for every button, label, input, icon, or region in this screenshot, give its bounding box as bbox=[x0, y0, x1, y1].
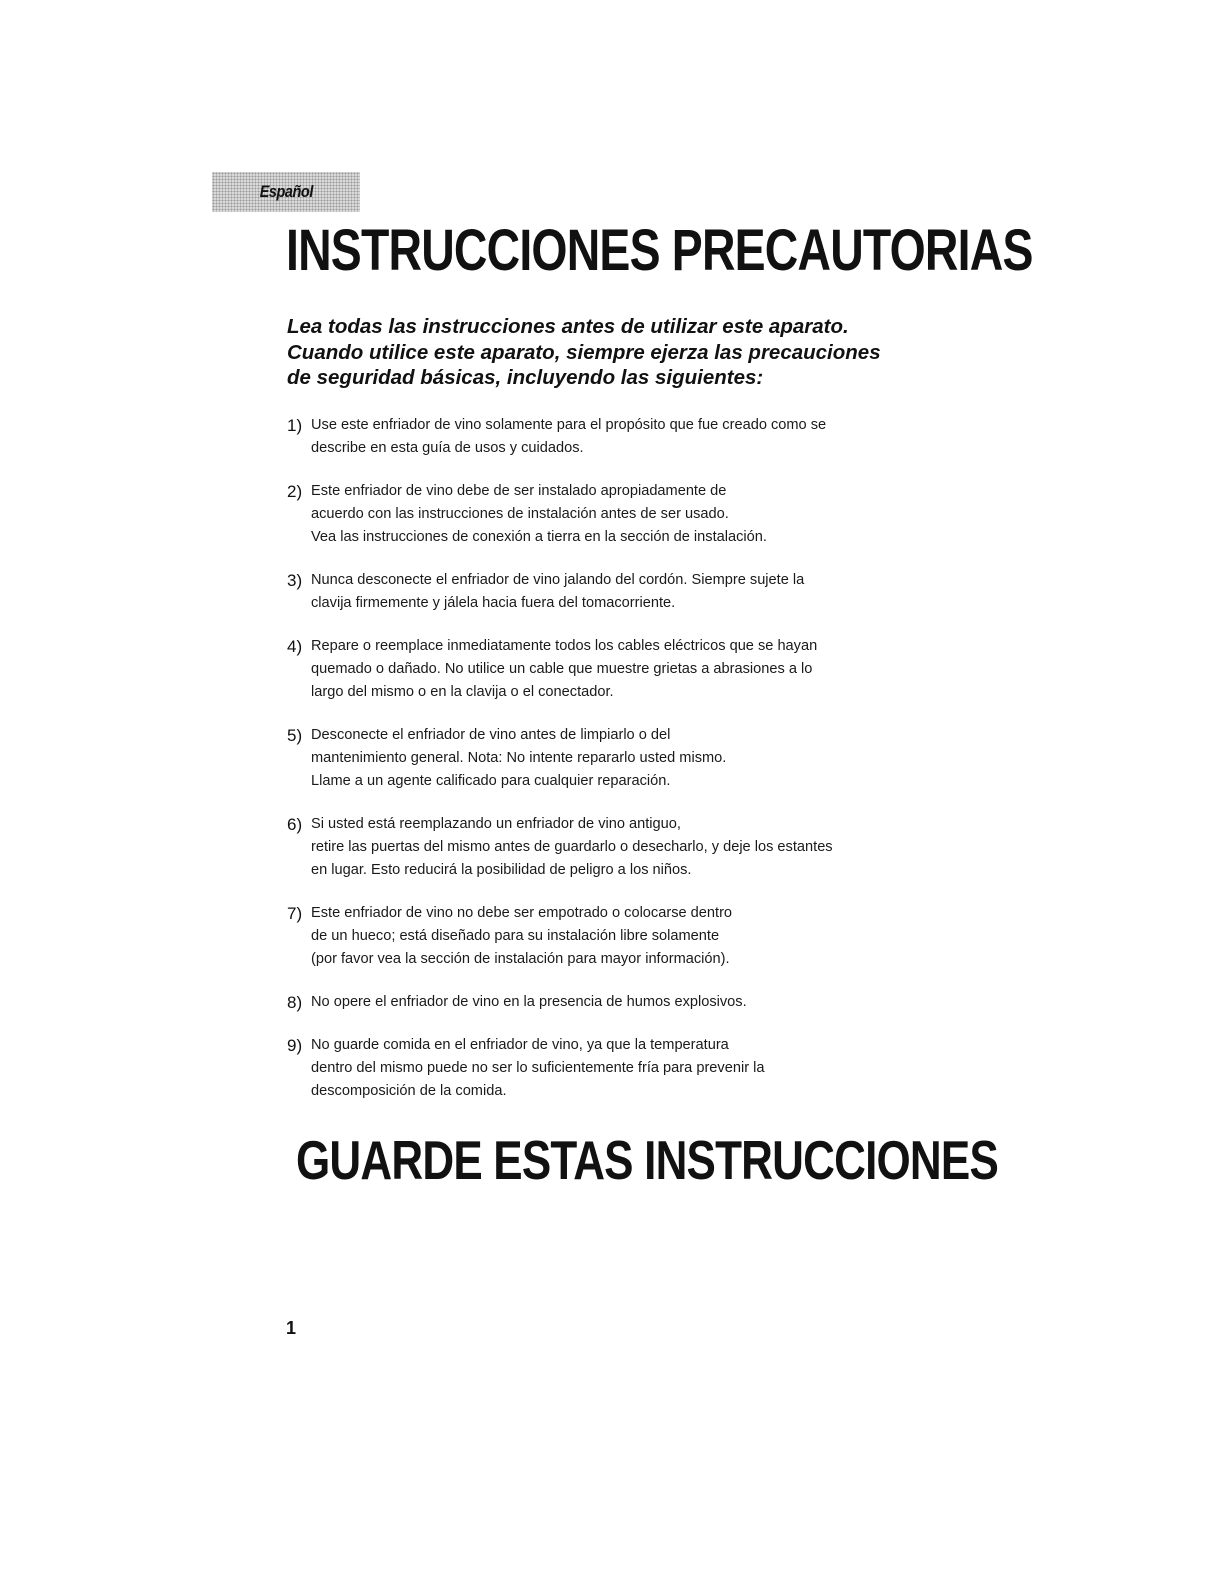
instruction-number: 6) bbox=[287, 815, 303, 834]
instruction-number: 3) bbox=[287, 571, 303, 590]
instruction-number: 9) bbox=[287, 1036, 303, 1055]
instruction-line: Nunca desconecte el enfriador de vino jalando del cordón. Siempre sujete la bbox=[311, 572, 805, 588]
instruction-line: (por favor vea la sección de instalación para mayor información). bbox=[311, 951, 730, 967]
instruction-number: 8) bbox=[287, 993, 303, 1012]
instruction-item bbox=[287, 635, 927, 704]
instruction-item bbox=[287, 569, 927, 615]
instruction-line: No guarde comida en el enfriador de vino, ya que la temperatura bbox=[311, 1037, 729, 1053]
instruction-line: Vea las instrucciones de conexión a tierra en la sección de instalación. bbox=[311, 529, 767, 545]
instruction-text bbox=[311, 635, 927, 704]
instruction-text bbox=[311, 724, 927, 793]
instruction-number: 7) bbox=[287, 904, 303, 923]
instruction-number: 5) bbox=[287, 726, 303, 745]
instruction-line: Use este enfriador de vino solamente para el propósito que fue creado como se bbox=[311, 417, 827, 433]
instruction-line: acuerdo con las instrucciones de instalación antes de ser usado. bbox=[311, 506, 729, 522]
instruction-line: Desconecte el enfriador de vino antes de limpiarlo o del bbox=[311, 727, 671, 743]
instruction-line: quemado o dañado. No utilice un cable que muestre grietas a abrasiones a lo bbox=[311, 661, 813, 677]
instruction-list bbox=[287, 414, 927, 1103]
instruction-line: dentro del mismo puede no ser lo suficientemente fría para prevenir la bbox=[311, 1060, 765, 1076]
instruction-item bbox=[287, 813, 927, 882]
language-tab-label: Español bbox=[259, 182, 313, 201]
instruction-text bbox=[311, 414, 927, 460]
instruction-line: de un hueco; está diseñado para su instalación libre solamente bbox=[311, 928, 720, 944]
instruction-text bbox=[311, 480, 927, 549]
instruction-item bbox=[287, 902, 927, 971]
instruction-line: Llame a un agente calificado para cualquier reparación. bbox=[311, 773, 671, 789]
instruction-line: Repare o reemplace inmediatamente todos los cables eléctricos que se hayan bbox=[311, 638, 818, 654]
instruction-line: Este enfriador de vino debe de ser instalado apropiadamente de bbox=[311, 483, 727, 499]
page-number: 1 bbox=[286, 1318, 297, 1338]
instruction-number: 2) bbox=[287, 482, 303, 501]
instruction-item bbox=[287, 1034, 927, 1103]
instruction-line: Si usted está reemplazando un enfriador de vino antiguo, bbox=[311, 816, 681, 832]
instruction-text bbox=[311, 991, 927, 1014]
instruction-item bbox=[287, 991, 927, 1014]
language-tab bbox=[212, 172, 360, 212]
intro-text bbox=[287, 314, 947, 391]
instruction-text bbox=[311, 902, 927, 971]
intro-line: Lea todas las instrucciones antes de utilizar este aparato. bbox=[287, 315, 849, 338]
instruction-item bbox=[287, 414, 927, 460]
instruction-line: No opere el enfriador de vino en la presencia de humos explosivos. bbox=[311, 994, 747, 1010]
instruction-text bbox=[311, 813, 927, 882]
instruction-line: clavija firmemente y jálela hacia fuera del tomacorriente. bbox=[311, 595, 676, 611]
instruction-line: mantenimiento general. Nota: No intente repararlo usted mismo. bbox=[311, 750, 727, 766]
instruction-item bbox=[287, 724, 927, 793]
intro-line: Cuando utilice este aparato, siempre ejerza las precauciones bbox=[287, 340, 881, 364]
footer-title: GUARDE ESTAS INSTRUCCIONES bbox=[296, 1129, 998, 1191]
intro-line: de seguridad básicas, incluyendo las siguientes: bbox=[287, 366, 764, 389]
page-title: INSTRUCCIONES PRECAUTORIAS bbox=[286, 218, 1033, 283]
instruction-text bbox=[311, 1034, 927, 1103]
instruction-line: retire las puertas del mismo antes de guardarlo o desecharlo, y deje los estantes bbox=[311, 839, 833, 855]
instruction-line: largo del mismo o en la clavija o el conectador. bbox=[311, 684, 614, 700]
instruction-number: 4) bbox=[287, 637, 303, 656]
instruction-line: Este enfriador de vino no debe ser empotrado o colocarse dentro bbox=[311, 905, 733, 921]
instruction-number: 1) bbox=[287, 416, 303, 435]
instruction-item bbox=[287, 480, 927, 549]
instruction-line: describe en esta guía de usos y cuidados. bbox=[311, 440, 584, 456]
instruction-line: descomposición de la comida. bbox=[311, 1083, 507, 1099]
instruction-text bbox=[311, 569, 927, 615]
instruction-line: en lugar. Esto reducirá la posibilidad de peligro a los niños. bbox=[311, 862, 692, 878]
